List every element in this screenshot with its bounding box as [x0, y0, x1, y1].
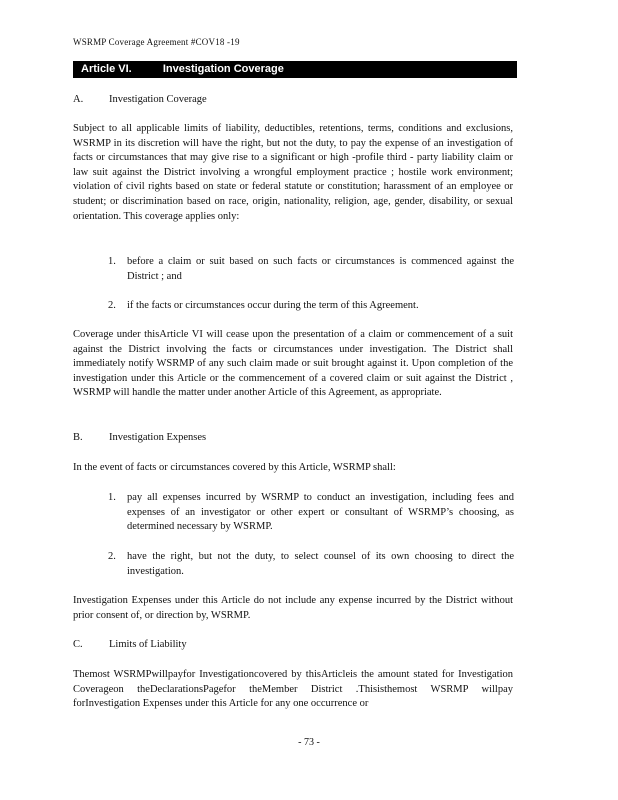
article-number: Article VI.: [81, 63, 132, 75]
section-heading-a: [73, 94, 207, 105]
list-item: [108, 255, 514, 284]
list-text: if the facts or circumstances occur during the term of this Agreement.: [127, 300, 419, 311]
running-header: WSRMP Coverage Agreement #COV18 -19: [73, 37, 240, 47]
list-item: [108, 550, 514, 579]
list-text: pay all expenses incurred by WSRMP to conduct an investigation, including fees and expenses of an investigator or other expert or consultant of WSRMP’s choosing, as determined necessary by WSRMP.: [127, 492, 514, 533]
list-number: 1.: [108, 256, 116, 267]
list-text: before a claim or suit based on such facts or circumstances is commenced against the District ; and: [127, 256, 514, 282]
list-number: 2.: [108, 300, 116, 311]
paragraph-limits: Themost WSRMPwillpayfor Investigationcovered by thisArticleis the amount stated for Investigation Coverageon theDeclarationsPagefor theMember District .Thisisthemost WSRMP willpay forInvestigation Expenses under this Article for any one occurrence or: [73, 669, 513, 710]
paragraph-expenses-exclusion: Investigation Expenses under this Article do not include any expense incurred by the District without prior consent of, or direction by, WSRMP.: [73, 595, 513, 621]
list-item: [108, 299, 514, 314]
list-number: 2.: [108, 551, 116, 562]
list-number: 1.: [108, 492, 116, 503]
section-title: Investigation Coverage: [109, 94, 207, 105]
list-item: [108, 491, 514, 535]
section-heading-b: [73, 432, 206, 443]
section-title: Investigation Expenses: [109, 432, 207, 443]
section-title: Limits of Liability: [109, 639, 187, 650]
section-letter: B.: [73, 432, 83, 443]
paragraph-event: In the event of facts or circumstances covered by this Article, WSRMP shall:: [73, 462, 396, 473]
section-heading-c: [73, 639, 187, 650]
paragraph-coverage-cease: Coverage under thisArticle VI will cease upon the presentation of a claim or commencement of a suit against the District involving the facts or circumstances under investigation. The District shall immediately notify WSRMP of any such claim made or suit brought against it. Upon completion of the investigation under this Article or the commencement of a covered claim or suit against the District , WSRMP will handle the matter under another Article of this Agreement, as appropriate.: [73, 329, 513, 399]
list-text: have the right, but not the duty, to select counsel of its own choosing to direct the investigation.: [127, 551, 514, 577]
page-number: - 73 -: [298, 737, 320, 748]
article-title: Investigation Coverage: [162, 63, 284, 75]
section-letter: C.: [73, 639, 83, 650]
article-heading-bar: [73, 61, 517, 78]
paragraph-coverage-subject: Subject to all applicable limits of liability, deductibles, retentions, terms, conditions and exclusions, WSRMP in its discretion will have the right, but not the duty, to pay the expense of an investigation of facts or circumstances that may give rise to a significant or high -profile third - party liability claim or law suit against the District involving a wrongful employment practice ; hostile work environment; violation of civil rights based on state or federal statute or constitution; harassment of an employee or student; or discrimination based on race, origin, nationality, religion, age, gender, disability, or sexual orientation. This coverage applies only:: [73, 123, 513, 222]
section-letter: A.: [73, 94, 84, 105]
